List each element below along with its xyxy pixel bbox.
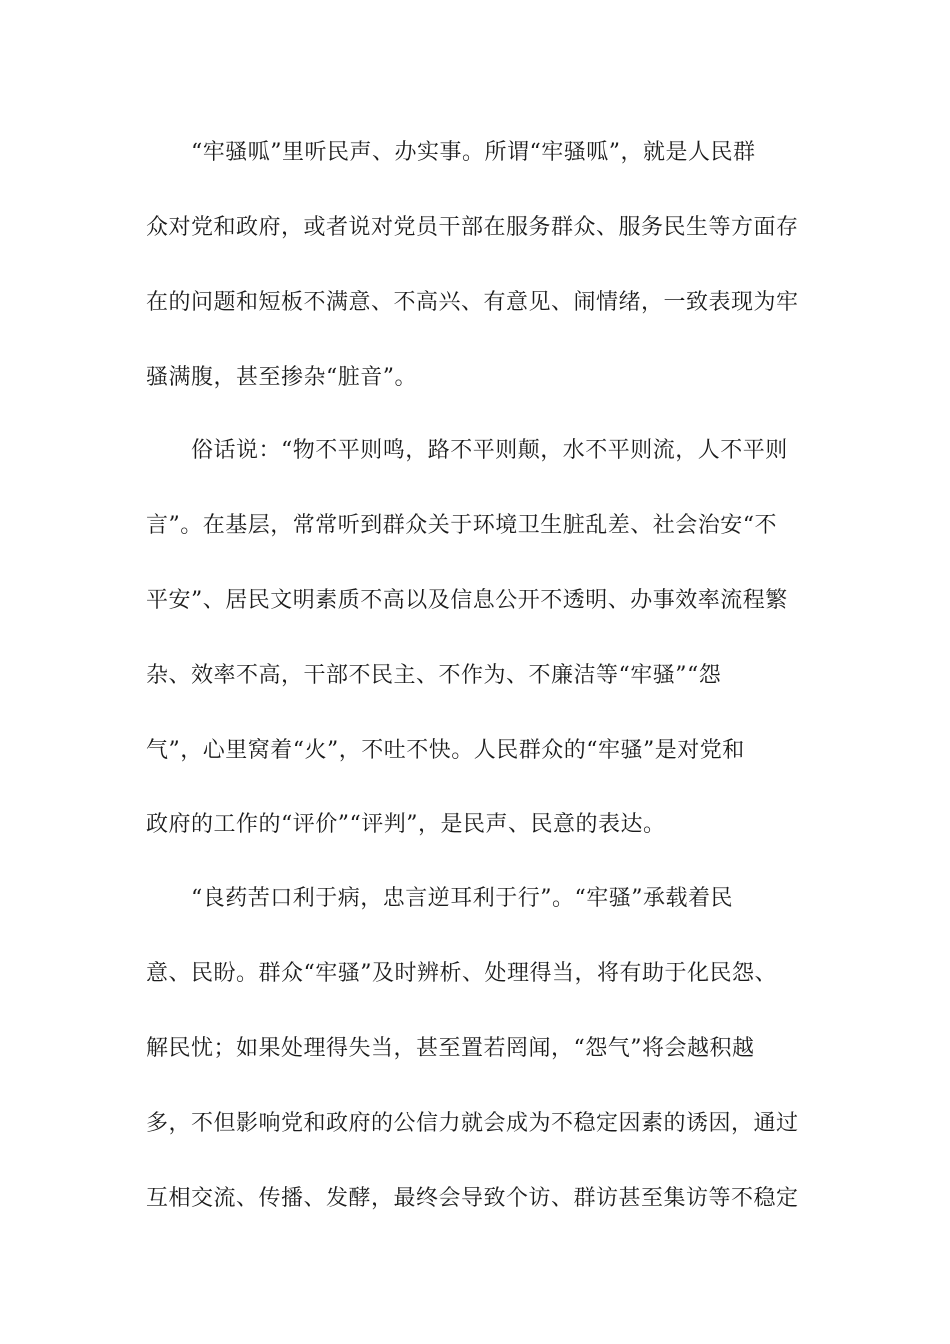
- text-line: 气”，心里窝着“火”，不吐不快。人民群众的“牢骚”是对党和: [146, 738, 745, 763]
- text-line: 政府的工作的“评价”“评判”，是民声、民意的表达。: [146, 812, 666, 837]
- text-line: 众对党和政府，或者说对党员干部在服务群众、服务民生等方面存: [146, 215, 799, 240]
- text-line: 互相交流、传播、发酵，最终会导致个访、群访甚至集访等不稳定: [146, 1186, 799, 1211]
- text-line: 多，不但影响党和政府的公信力就会成为不稳定因素的诱因，通过: [146, 1111, 799, 1136]
- text-line: “牢骚呱”里听民声、办实事。所谓“牢骚呱”，就是人民群: [191, 140, 756, 165]
- text-line: 骚满腹，甚至掺杂“脏音”。: [146, 365, 417, 390]
- text-line: 言”。在基层，常常听到群众关于环境卫生脏乱差、社会治安“不: [146, 513, 777, 538]
- text-line: 杂、效率不高，干部不民主、不作为、不廉洁等“牢骚”“怨: [146, 663, 722, 688]
- text-line: 俗话说：“物不平则鸣，路不平则颠，水不平则流，人不平则: [191, 438, 788, 463]
- text-line: “良药苦口利于病，忠言逆耳利于行”。“牢骚”承载着民: [191, 886, 733, 911]
- text-line: 解民忧；如果处理得失当，甚至置若罔闻，“怨气”将会越积越: [146, 1036, 755, 1061]
- text-line: 在的问题和短板不满意、不高兴、有意见、闹情绪，一致表现为牢: [146, 290, 799, 315]
- text-line: 意、民盼。群众“牢骚”及时辨析、处理得当，将有助于化民怨、: [146, 961, 777, 986]
- text-line: 平安”、居民文明素质不高以及信息公开不透明、办事效率流程繁: [146, 588, 788, 613]
